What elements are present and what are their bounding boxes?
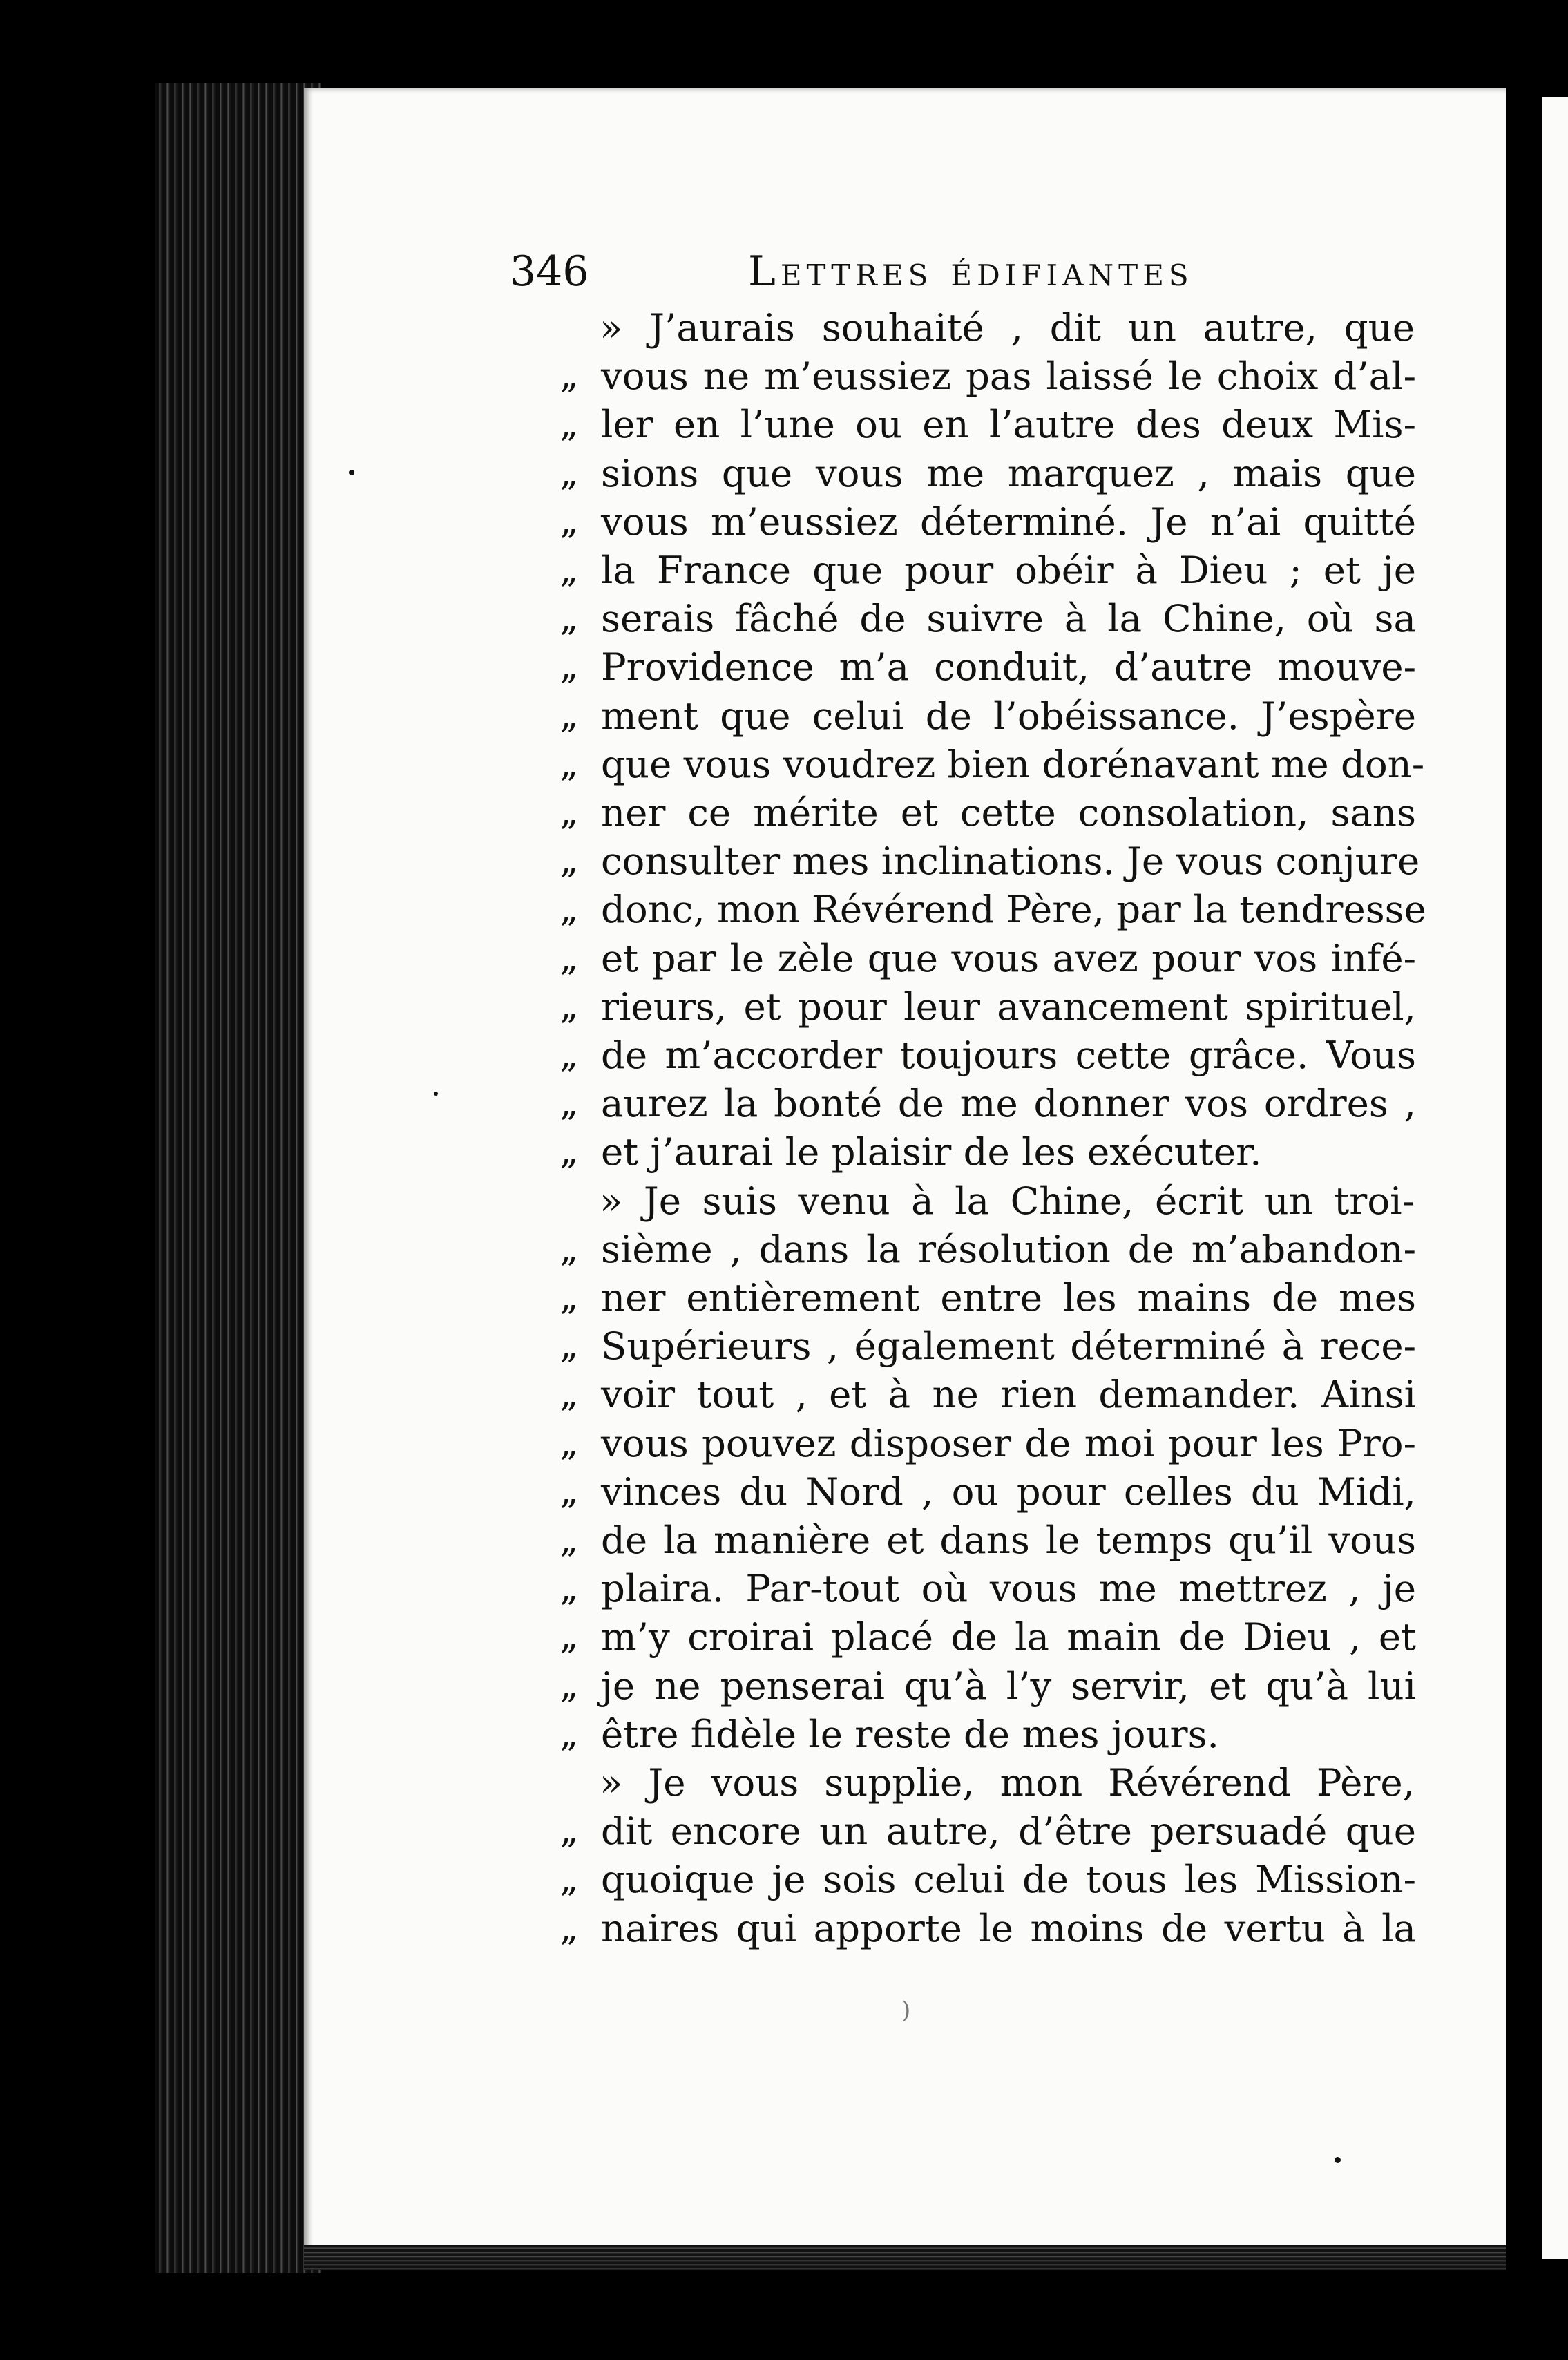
text-line: » J’aurais souhaité , dit un autre, que xyxy=(600,305,1415,350)
quote-continuation-mark: „ xyxy=(560,1616,576,1657)
text-line: Providence m’a conduit, d’autre mouve- xyxy=(601,645,1416,689)
quote-continuation-mark: „ xyxy=(560,501,576,542)
quote-continuation-mark: „ xyxy=(560,1422,576,1464)
text-line: donc, mon Révérend Père, par la tendresse xyxy=(601,887,1426,931)
quote-continuation-mark: „ xyxy=(560,598,576,639)
text-line: m’y croirai placé de la main de Dieu , et xyxy=(601,1615,1416,1659)
quote-continuation-mark: „ xyxy=(560,1228,576,1270)
text-line: sions que vous me marquez , mais que xyxy=(601,451,1416,495)
text-line: voir tout , et à ne rien demander. Ainsi xyxy=(601,1372,1416,1416)
text-line: plaira. Par-tout où vous me mettrez , je xyxy=(601,1566,1416,1610)
quote-continuation-mark: „ xyxy=(560,1131,576,1172)
text-line: naires qui apporte le moins de vertu à la xyxy=(601,1906,1416,1950)
text-line: et j’aurai le plaisir de les exécuter. xyxy=(601,1130,1262,1174)
quote-continuation-mark: „ xyxy=(560,1665,576,1706)
text-line: aurez la bonté de me donner vos ordres , xyxy=(601,1081,1416,1125)
text-line: ner entièrement entre les mains de mes xyxy=(601,1275,1416,1320)
text-line: et par le zèle que vous avez pour vos infé- xyxy=(601,936,1416,980)
text-line: consulter mes inclinations. Je vous conjure xyxy=(601,839,1420,883)
quote-continuation-mark: „ xyxy=(560,549,576,591)
quote-continuation-mark: „ xyxy=(560,1568,576,1609)
text-line: » Je vous supplie, mon Révérend Père, xyxy=(600,1760,1415,1805)
text-line: ment que celui de l’obéissance. J’espère xyxy=(601,694,1416,738)
text-line: Supérieurs , également déterminé à rece- xyxy=(601,1324,1416,1368)
quote-continuation-mark: „ xyxy=(560,938,576,979)
text-line: vous m’eussiez déterminé. Je n’ai quitté xyxy=(601,499,1416,544)
quote-continuation-mark: „ xyxy=(560,1373,576,1415)
quote-continuation-mark: „ xyxy=(560,986,576,1027)
quote-continuation-mark: „ xyxy=(560,792,576,833)
text-line: ner ce mérite et cette consolation, sans xyxy=(601,790,1416,835)
text-line: ler en l’une ou en l’autre des deux Mis- xyxy=(601,402,1416,446)
text-line: dit encore un autre, d’être persuadé que xyxy=(601,1809,1416,1853)
quote-continuation-mark: „ xyxy=(560,1471,576,1512)
quote-continuation-mark: „ xyxy=(560,355,576,397)
quote-continuation-mark: „ xyxy=(560,888,576,930)
quote-continuation-mark: „ xyxy=(560,1858,576,1900)
text-line: rieurs, et pour leur avancement spirituel, xyxy=(601,984,1416,1029)
text-line: vous pouvez disposer de moi pour les Pro- xyxy=(601,1421,1416,1465)
ink-speck xyxy=(349,470,354,475)
text-line: de m’accorder toujours cette grâce. Vous xyxy=(601,1033,1416,1077)
text-line: je ne penserai qu’à l’y servir, et qu’à lui xyxy=(601,1664,1416,1708)
quote-continuation-mark: „ xyxy=(560,1277,576,1318)
running-title: Lettres édifiantes xyxy=(748,247,1194,296)
text-line: la France que pour obéir à Dieu ; et je xyxy=(601,548,1416,592)
text-line: de la manière et dans le temps qu’il vous xyxy=(601,1518,1416,1562)
quote-continuation-mark: „ xyxy=(560,1325,576,1367)
ink-speck xyxy=(1335,2157,1341,2163)
quote-continuation-mark: „ xyxy=(560,1713,576,1755)
text-line: sième , dans la résolution de m’abandon- xyxy=(601,1227,1416,1271)
quote-continuation-mark: „ xyxy=(560,840,576,882)
quote-continuation-mark: „ xyxy=(560,403,576,445)
text-line: être fidèle le reste de mes jours. xyxy=(601,1712,1219,1756)
text-line: quoique je sois celui de tous les Mission- xyxy=(601,1857,1416,1901)
quote-continuation-mark: „ xyxy=(560,1083,576,1124)
quote-continuation-mark: „ xyxy=(560,1519,576,1561)
quote-continuation-mark: „ xyxy=(560,1810,576,1852)
quote-continuation-mark: „ xyxy=(560,695,576,736)
text-line: vinces du Nord , ou pour celles du Midi, xyxy=(601,1469,1416,1514)
text-line: » Je suis venu à la Chine, écrit un troi- xyxy=(600,1179,1415,1223)
page-number: 346 xyxy=(510,247,589,296)
text-line: serais fâché de suivre à la Chine, où sa xyxy=(601,596,1416,640)
text-line: que vous voudrez bien dorénavant me don- xyxy=(601,742,1425,786)
quote-continuation-mark: „ xyxy=(560,1034,576,1076)
quote-continuation-mark: „ xyxy=(560,1907,576,1949)
quote-continuation-mark: „ xyxy=(560,646,576,687)
bottom-mark: ) xyxy=(901,1997,911,2024)
quote-continuation-mark: „ xyxy=(560,743,576,785)
ink-speck xyxy=(434,1092,438,1096)
text-line: vous ne m’eussiez pas laissé le choix d’al- xyxy=(601,354,1416,398)
quote-continuation-mark: „ xyxy=(560,453,576,494)
